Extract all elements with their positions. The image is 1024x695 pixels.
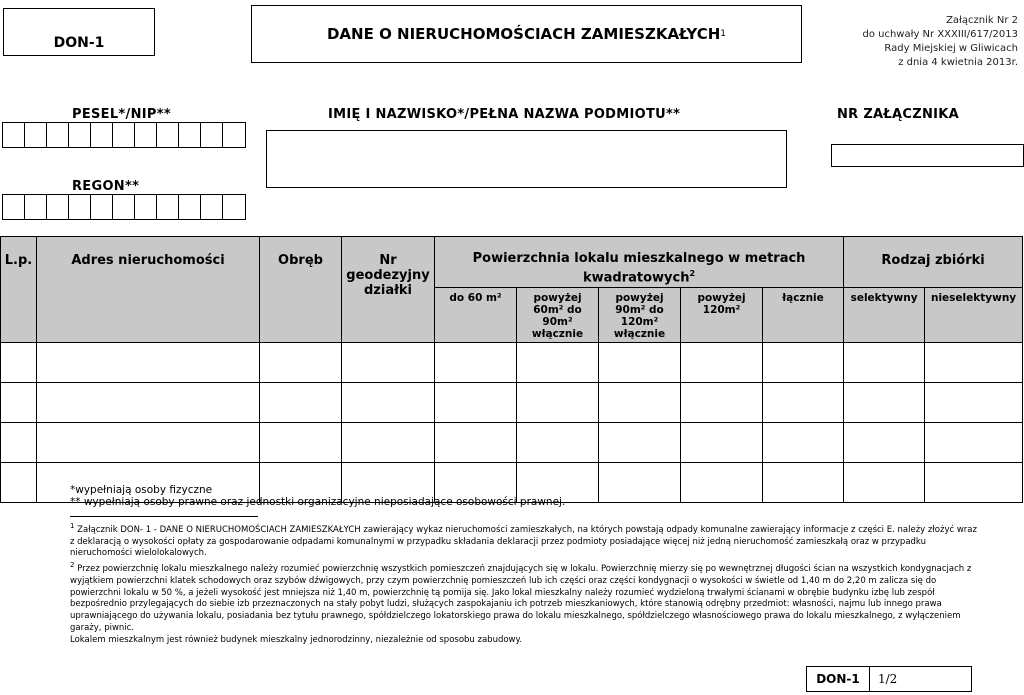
table-cell[interactable] xyxy=(763,383,844,423)
footnote-divider xyxy=(70,516,258,517)
title-footnote-mark: 1 xyxy=(720,29,726,39)
table-cell[interactable] xyxy=(925,343,1023,383)
table-cell[interactable] xyxy=(599,463,681,503)
table-cell[interactable] xyxy=(517,383,599,423)
table-cell[interactable] xyxy=(844,423,925,463)
table-row xyxy=(1,383,1023,423)
table-cell[interactable] xyxy=(925,463,1023,503)
col-header-area-60-90: powyżej 60m² do 90m² włącznie xyxy=(517,288,599,343)
form-code-box xyxy=(3,8,155,56)
table-cell[interactable] xyxy=(763,343,844,383)
col-header-area-up-to-60: do 60 m² xyxy=(435,288,517,343)
table-cell[interactable] xyxy=(260,383,342,423)
table-cell[interactable] xyxy=(1,463,37,503)
col-header-nonselective: nieselektywny xyxy=(925,288,1023,343)
area-group-label: Powierzchnia lokalu mieszkalnego w metrach kwadratowych xyxy=(472,251,806,286)
table-cell[interactable] xyxy=(37,423,260,463)
pesel-nip-label: PESEL*/NIP** xyxy=(72,107,171,122)
notes xyxy=(70,484,565,508)
table-cell[interactable] xyxy=(435,383,517,423)
col-header-address: Adres nieruchomości xyxy=(37,237,260,343)
table-cell[interactable] xyxy=(681,383,763,423)
footnote-2-mark: 2 xyxy=(70,561,75,570)
page-number: 1/2 xyxy=(878,672,898,686)
pesel-nip-field[interactable] xyxy=(2,122,246,148)
table-cell[interactable] xyxy=(763,463,844,503)
col-header-collection-group: Rodzaj zbiórki xyxy=(844,237,1023,288)
table-cell[interactable] xyxy=(844,383,925,423)
attachment-number-field[interactable] xyxy=(831,144,1024,167)
full-name-label: IMIĘ I NAZWISKO*/PEŁNA NAZWA PODMIOTU** xyxy=(328,107,681,122)
table-cell[interactable] xyxy=(925,383,1023,423)
table-cell[interactable] xyxy=(517,343,599,383)
col-header-area-over-120: powyżej 120m² xyxy=(681,288,763,343)
footnote-3: Lokalem mieszkalnym jest również budynek mieszkalny jednorodzinny, niezależnie od sposobu zabudowy. xyxy=(70,634,523,645)
table-cell[interactable] xyxy=(342,423,435,463)
attachment-number-label: NR ZAŁĄCZNIKA xyxy=(837,107,960,122)
col-header-plot-number: Nr geodezyjny działki xyxy=(342,237,435,343)
table-cell[interactable] xyxy=(925,423,1023,463)
regon-field[interactable] xyxy=(2,194,246,220)
full-name-field[interactable] xyxy=(266,130,787,188)
col-header-area-90-120: powyżej 90m² do 120m² włącznie xyxy=(599,288,681,343)
property-table xyxy=(0,236,1023,503)
table-cell[interactable] xyxy=(1,423,37,463)
footer-form-code: DON-1 xyxy=(807,667,870,691)
table-cell[interactable] xyxy=(342,343,435,383)
form-title-box xyxy=(251,5,802,63)
table-row xyxy=(1,343,1023,383)
table-cell[interactable] xyxy=(681,463,763,503)
table-cell[interactable] xyxy=(260,343,342,383)
table-cell[interactable] xyxy=(844,463,925,503)
col-header-area-total: łącznie xyxy=(763,288,844,343)
form-title: DANE O NIERUCHOMOŚCIACH ZAMIESZKAŁYCH xyxy=(326,25,721,43)
annex-line: do uchwały Nr XXXIII/617/2013 xyxy=(862,29,1018,40)
annex-line: Rady Miejskiej w Gliwicach xyxy=(884,43,1018,54)
table-cell[interactable] xyxy=(763,423,844,463)
col-header-selective: selektywny xyxy=(844,288,925,343)
table-cell[interactable] xyxy=(1,343,37,383)
page-indicator xyxy=(806,666,972,692)
table-cell[interactable] xyxy=(599,383,681,423)
area-group-mark: 2 xyxy=(689,269,696,278)
table-cell[interactable] xyxy=(260,423,342,463)
footnote-1: Załącznik DON- 1 - DANE O NIERUCHOMOŚCIACH ZAMIESZKAŁYCH zawierający wykaz nieruchomości zamieszkałych, na których powstają odpady komunalne zawierający informacje z części E. należy złożyć wraz z deklaracją o wysokości opłaty za gospodarowanie odpadami komunalnymi w przypadku składania deklaracji przez podmioty posiadające więcej niż jedną nieruchomość zamieszkałą oraz w przypadku nieruchomości wielolokalowych. xyxy=(70,524,977,559)
table-cell[interactable] xyxy=(681,423,763,463)
footnotes xyxy=(70,521,980,647)
table-cell[interactable] xyxy=(681,343,763,383)
table-row xyxy=(1,423,1023,463)
table-cell[interactable] xyxy=(599,343,681,383)
col-header-area-group xyxy=(435,237,844,288)
table-cell[interactable] xyxy=(517,423,599,463)
footnote-1-mark: 1 xyxy=(70,522,75,530)
table-cell[interactable] xyxy=(37,343,260,383)
col-header-obreb: Obręb xyxy=(260,237,342,343)
table-cell[interactable] xyxy=(1,383,37,423)
table-cell[interactable] xyxy=(435,343,517,383)
note-legal-persons: ** wypełniają osoby prawne oraz jednostki organizacyjne nieposiadające osobowości prawnej. xyxy=(70,496,566,508)
table-cell[interactable] xyxy=(37,383,260,423)
table-cell[interactable] xyxy=(844,343,925,383)
col-header-lp: L.p. xyxy=(1,237,37,343)
table-cell[interactable] xyxy=(435,423,517,463)
form-code: DON-1 xyxy=(53,35,105,51)
table-cell[interactable] xyxy=(599,423,681,463)
footnote-2: Przez powierzchnię lokalu mieszkalnego należy rozumieć powierzchnię wszystkich pomieszczeń znajdujących się w lokalu. Powierzchnię mierzy się po wewnętrznej długości ścian na wszystkich kondygnacjach z wyjątkiem powierzchni klatek schodowych oraz szybów dźwigowych, przy czym powierzchnię pomieszczeń lub ich części oraz części kondygnacji o wysokości w świetle od 1,40 m do 2,20 m zalicza się do powierzchni lokalu w 50 %, a jeżeli wysokość jest mniejsza niż 1,40 m, powierzchnię tą pomija się. Jako lokal mieszkalny należy rozumieć wydzieloną trwałymi ścianami w obrębie budynku izbę lub zespół bezpośrednio przylegających do siebie izb przeznaczonych na stały pobyt ludzi, służących zaspokajaniu ich potrzeb mieszkaniowych, które stanowią odrębny przedmiot: własności, najmu lub innego prawa uprawniającego do używania lokalu, posiadania bez tytułu prawnego, spółdzielczego lokatorskiego prawa do lokalu mieszkalnego, spółdzielczego własnościowego prawa do lokalu mieszkalnego, z wyłączeniem garaży, piwnic. xyxy=(70,564,972,634)
note-natural-persons: *wypełniają osoby fizyczne xyxy=(70,484,213,496)
annex-line: Załącznik Nr 2 xyxy=(946,15,1018,26)
annex-reference xyxy=(862,14,1018,70)
table-cell[interactable] xyxy=(342,383,435,423)
regon-label: REGON** xyxy=(72,179,140,194)
annex-line: z dnia 4 kwietnia 2013r. xyxy=(898,57,1018,68)
